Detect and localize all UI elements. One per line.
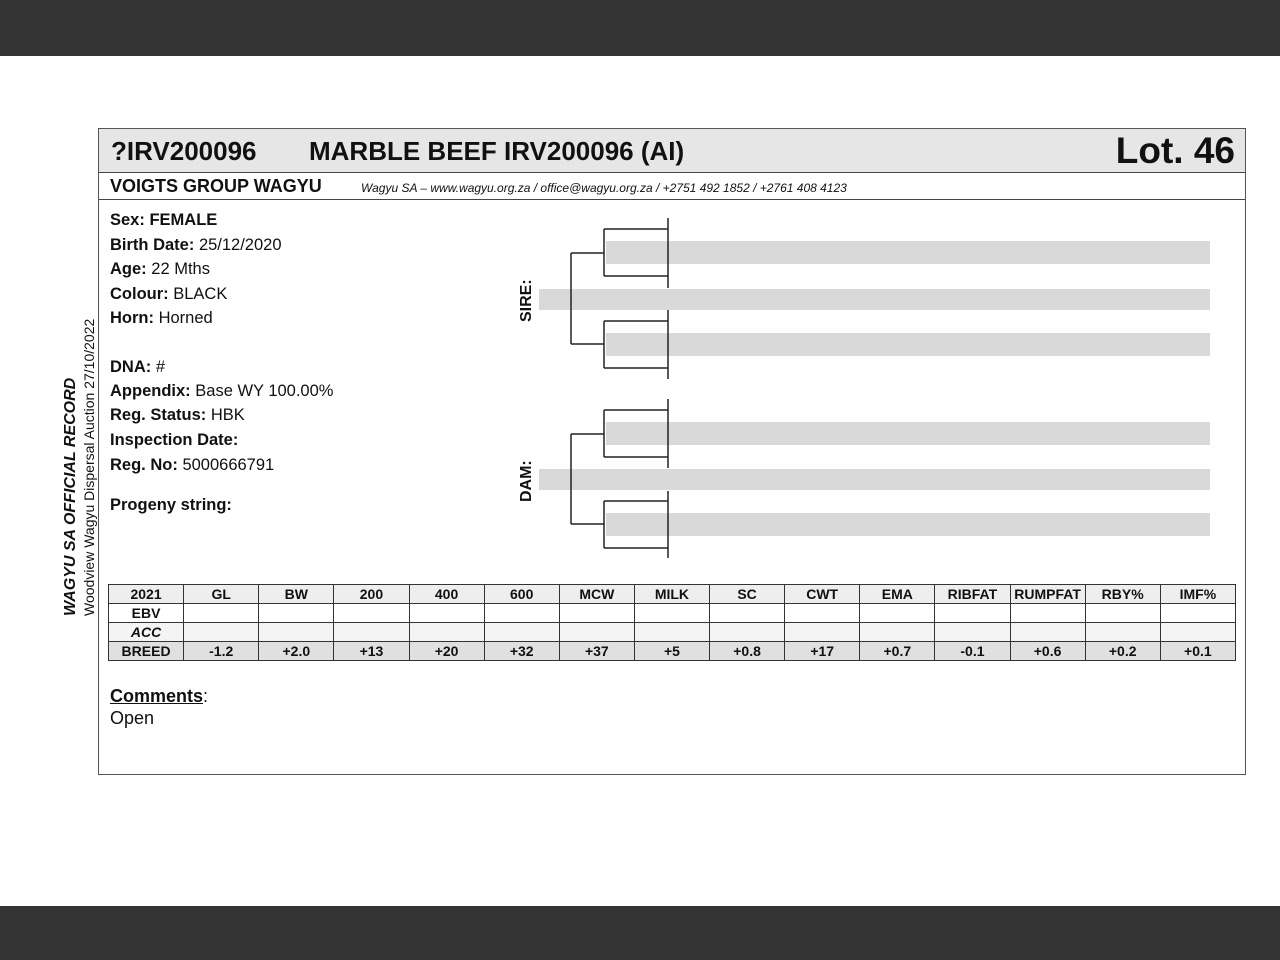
ebv-cell: +32 <box>484 642 559 661</box>
ebv-cell <box>409 623 484 642</box>
ebv-table <box>108 584 1236 661</box>
colour-field <box>110 285 227 304</box>
horn-label: Horn: <box>110 309 154 327</box>
ebv-cell <box>634 604 709 623</box>
ebv-cell: +37 <box>559 642 634 661</box>
birth-date-label: Birth Date: <box>110 236 195 254</box>
colour-label: Colour: <box>110 285 169 303</box>
inspection-date-label: Inspection Date: <box>110 431 239 449</box>
ebv-cell <box>710 623 785 642</box>
ebv-cell: -0.1 <box>935 642 1010 661</box>
ebv-cell <box>334 604 409 623</box>
title-row <box>99 129 1245 173</box>
reg-no-label: Reg. No: <box>110 456 178 474</box>
comments-value: Open <box>110 708 155 728</box>
ebv-cell <box>1160 604 1235 623</box>
ebv-row-label: ACC <box>109 623 184 642</box>
ebv-row-acc <box>109 623 1236 642</box>
ebv-column-header: MILK <box>634 585 709 604</box>
ebv-cell <box>259 604 334 623</box>
ebv-cell <box>785 604 860 623</box>
ebv-cell <box>860 623 935 642</box>
age-label: Age: <box>110 260 147 278</box>
ebv-cell <box>559 623 634 642</box>
ebv-cell: +5 <box>634 642 709 661</box>
side-label <box>62 276 97 616</box>
ebv-column-header: RBY% <box>1085 585 1160 604</box>
breeder-name: VOIGTS GROUP WAGYU <box>110 176 322 196</box>
ebv-row-label: BREED <box>109 642 184 661</box>
birth-date-field <box>110 236 282 255</box>
ebv-cell <box>935 604 1010 623</box>
ebv-cell <box>484 623 559 642</box>
ebv-cell <box>259 623 334 642</box>
ebv-column-header: 400 <box>409 585 484 604</box>
official-record-label: WAGYU SA OFFICIAL RECORD <box>62 377 79 616</box>
dam-label: DAM: <box>518 460 535 502</box>
dam-box <box>539 469 1210 490</box>
ebv-cell <box>334 623 409 642</box>
sire-label: SIRE: <box>518 279 535 322</box>
comments-title: Comments <box>110 686 204 706</box>
inspection-date-field <box>110 431 238 450</box>
ebv-cell: +0.1 <box>1160 642 1235 661</box>
ebv-column-header: GL <box>184 585 259 604</box>
dam-sire-box <box>606 422 1210 445</box>
ebv-cell <box>1085 623 1160 642</box>
ebv-column-header: RIBFAT <box>935 585 1010 604</box>
auction-label: Woodview Wagyu Dispersal Auction 27/10/2022 <box>81 318 97 616</box>
ebv-cell <box>785 623 860 642</box>
dna-value: # <box>155 358 166 376</box>
ebv-cell <box>184 623 259 642</box>
progeny-field <box>110 496 232 515</box>
ebv-column-header: BW <box>259 585 334 604</box>
ebv-row-label: EBV <box>109 604 184 623</box>
appendix-label: Appendix: <box>110 382 191 400</box>
animal-name: MARBLE BEEF IRV200096 (AI) <box>309 136 685 166</box>
breeder-row <box>99 173 1245 200</box>
year-header: 2021 <box>109 585 184 604</box>
ebv-column-header: RUMPFAT <box>1010 585 1085 604</box>
ebv-body <box>109 604 1236 661</box>
ebv-cell <box>1085 604 1160 623</box>
animal-id: ?IRV200096 <box>111 136 257 166</box>
ebv-cell: +0.2 <box>1085 642 1160 661</box>
ebv-cell: +0.6 <box>1010 642 1085 661</box>
ebv-cell: +2.0 <box>259 642 334 661</box>
ebv-cell: +17 <box>785 642 860 661</box>
birth-date-value: 25/12/2020 <box>198 236 282 254</box>
dna-field <box>110 358 165 377</box>
sire-sire-box <box>606 241 1210 264</box>
ebv-header-row <box>109 585 1236 604</box>
lot-number: Lot. 46 <box>1115 130 1235 171</box>
ebv-cell <box>484 604 559 623</box>
sire-box <box>539 289 1210 310</box>
ebv-cell: +0.8 <box>710 642 785 661</box>
ebv-cell <box>860 604 935 623</box>
ebv-cell <box>710 604 785 623</box>
reg-status-label: Reg. Status: <box>110 406 207 424</box>
reg-no-field <box>110 456 274 475</box>
ebv-cell <box>634 623 709 642</box>
appendix-field <box>110 382 333 401</box>
horn-field <box>110 309 213 328</box>
ebv-column-header: 200 <box>334 585 409 604</box>
ebv-cell <box>1010 604 1085 623</box>
horn-value: Horned <box>158 309 213 327</box>
progeny-label: Progeny string: <box>110 496 232 514</box>
ebv-row-ebv <box>109 604 1236 623</box>
pedigree-chart <box>510 210 1230 566</box>
sex-label: Sex: <box>110 211 145 229</box>
reg-no-value: 5000666791 <box>182 456 275 474</box>
ebv-cell <box>935 623 1010 642</box>
colour-value: BLACK <box>173 285 228 303</box>
ebv-cell: +20 <box>409 642 484 661</box>
ebv-cell <box>409 604 484 623</box>
dam-group <box>518 399 1210 558</box>
contact-line: Wagyu SA – www.wagyu.org.za / office@wagyu.org.za / +2751 492 1852 / +2761 408 4123 <box>361 181 847 195</box>
ebv-column-header: SC <box>710 585 785 604</box>
ebv-cell <box>1010 623 1085 642</box>
reg-status-value: HBK <box>210 406 245 424</box>
dna-label: DNA: <box>110 358 152 376</box>
top-dark-bar <box>0 0 1280 56</box>
ebv-column-header: CWT <box>785 585 860 604</box>
reg-status-field <box>110 406 245 425</box>
sex-value: FEMALE <box>149 211 218 229</box>
ebv-column-header: IMF% <box>1160 585 1235 604</box>
ebv-cell: +0.7 <box>860 642 935 661</box>
ebv-column-header: 600 <box>484 585 559 604</box>
ebv-row-breed <box>109 642 1236 661</box>
age-value: 22 Mths <box>151 260 210 278</box>
comments-heading: Comments: <box>110 686 209 706</box>
sire-group <box>518 218 1210 379</box>
bottom-dark-bar <box>0 906 1280 960</box>
sex-field <box>110 211 217 230</box>
appendix-value: Base WY 100.00% <box>195 382 334 400</box>
sire-dam-box <box>606 333 1210 356</box>
ebv-column-header: EMA <box>860 585 935 604</box>
ebv-cell <box>559 604 634 623</box>
ebv-cell: -1.2 <box>184 642 259 661</box>
dam-dam-box <box>606 513 1210 536</box>
ebv-cell: +13 <box>334 642 409 661</box>
age-field <box>110 260 210 279</box>
ebv-cell <box>1160 623 1235 642</box>
ebv-cell <box>184 604 259 623</box>
ebv-column-header: MCW <box>559 585 634 604</box>
